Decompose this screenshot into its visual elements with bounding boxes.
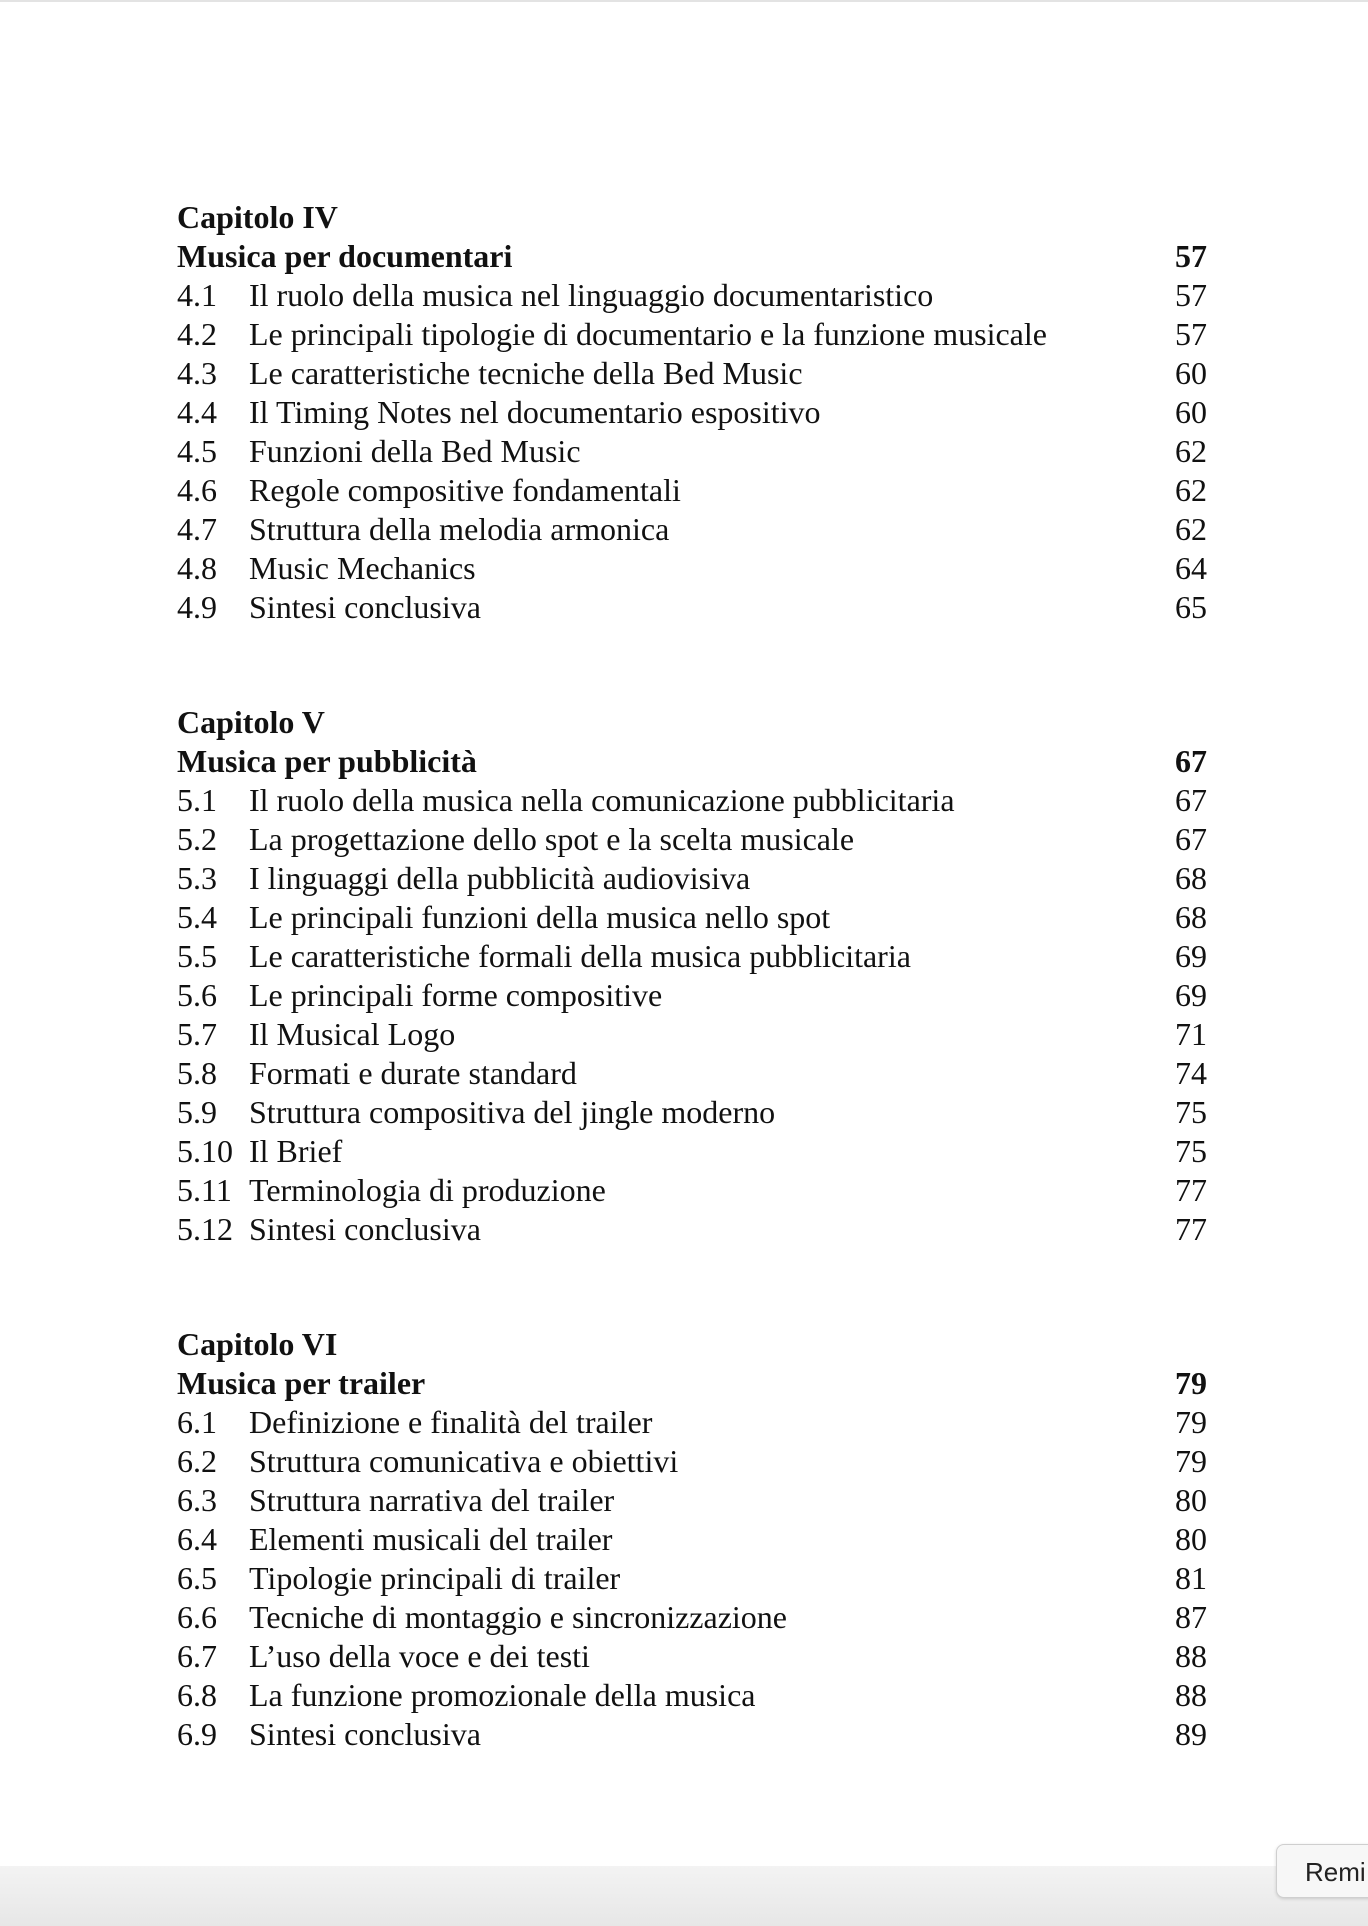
section-number: 6.1 (177, 1404, 217, 1440)
section-number: 6.4 (177, 1521, 217, 1557)
toc-entry (177, 859, 1207, 898)
chapter-4-block (177, 198, 1207, 627)
section-page-number: 65 (1175, 589, 1207, 625)
toc-entry (177, 588, 1207, 627)
section-title: Il Timing Notes nel documentario espositivo (249, 394, 821, 430)
toc-entry (177, 1520, 1207, 1559)
section-number: 6.3 (177, 1482, 217, 1518)
chapter-page-number: 57 (1175, 238, 1207, 274)
section-page-number: 57 (1175, 277, 1207, 313)
section-page-number: 77 (1175, 1211, 1207, 1247)
section-number: 5.10 (177, 1133, 233, 1169)
section-page-number: 80 (1175, 1482, 1207, 1518)
section-number: 4.8 (177, 550, 217, 586)
bottom-toolbar (0, 1866, 1368, 1926)
chapter-6-block (177, 1325, 1207, 1754)
section-title: Le principali funzioni della musica nello spot (249, 899, 831, 935)
toc-entry (177, 937, 1207, 976)
section-title: Sintesi conclusiva (249, 1211, 481, 1247)
section-number: 5.7 (177, 1016, 217, 1052)
section-number: 5.1 (177, 782, 217, 818)
chapter-5-block (177, 703, 1207, 1249)
section-page-number: 69 (1175, 938, 1207, 974)
section-page-number: 64 (1175, 550, 1207, 586)
section-page-number: 62 (1175, 511, 1207, 547)
chapter-title: Musica per trailer (177, 1365, 426, 1401)
toc-entry (177, 1132, 1207, 1171)
toc-entry (177, 1676, 1207, 1715)
section-title: Struttura comunicativa e obiettivi (249, 1443, 679, 1479)
section-number: 5.6 (177, 977, 217, 1013)
section-title: Struttura compositiva del jingle moderno (249, 1094, 776, 1130)
section-number: 4.6 (177, 472, 217, 508)
chapter-title-row (177, 742, 1207, 781)
section-title: Elementi musicali del trailer (249, 1521, 613, 1557)
toc-entry (177, 898, 1207, 937)
section-title: Struttura narrativa del trailer (249, 1482, 615, 1518)
section-title: Regole compositive fondamentali (249, 472, 681, 508)
section-page-number: 67 (1175, 782, 1207, 818)
section-title: Le principali forme compositive (249, 977, 663, 1013)
section-title: Tecniche di montaggio e sincronizzazione (249, 1599, 787, 1635)
chapter-title: Musica per documentari (177, 238, 513, 274)
section-title: Formati e durate standard (249, 1055, 577, 1091)
section-number: 4.7 (177, 511, 217, 547)
section-title: Sintesi conclusiva (249, 1716, 481, 1752)
section-title: Definizione e finalità del trailer (249, 1404, 653, 1440)
section-page-number: 89 (1175, 1716, 1207, 1752)
toc-entry (177, 432, 1207, 471)
section-number: 4.2 (177, 316, 217, 352)
chapter-page-number: 79 (1175, 1365, 1207, 1401)
section-number: 5.5 (177, 938, 217, 974)
section-page-number: 80 (1175, 1521, 1207, 1557)
toc-entry (177, 1481, 1207, 1520)
toc-entry (177, 510, 1207, 549)
section-page-number: 75 (1175, 1133, 1207, 1169)
section-page-number: 67 (1175, 821, 1207, 857)
section-page-number: 75 (1175, 1094, 1207, 1130)
chapter-label: Capitolo IV (177, 199, 338, 235)
section-number: 6.7 (177, 1638, 217, 1674)
section-number: 6.5 (177, 1560, 217, 1596)
toc-entry (177, 976, 1207, 1015)
toc-entry (177, 1442, 1207, 1481)
section-page-number: 62 (1175, 433, 1207, 469)
section-title: Sintesi conclusiva (249, 589, 481, 625)
section-number: 6.6 (177, 1599, 217, 1635)
section-title: Tipologie principali di trailer (249, 1560, 621, 1596)
toc-entry (177, 820, 1207, 859)
section-title: Terminologia di produzione (249, 1172, 606, 1208)
section-page-number: 79 (1175, 1404, 1207, 1440)
section-page-number: 60 (1175, 355, 1207, 391)
chapter-title: Musica per pubblicità (177, 743, 477, 779)
section-page-number: 71 (1175, 1016, 1207, 1052)
toc-entry (177, 549, 1207, 588)
reminder-button[interactable]: Remi (1276, 1844, 1368, 1898)
toc-entry (177, 1403, 1207, 1442)
section-number: 5.12 (177, 1211, 233, 1247)
toc-entry (177, 276, 1207, 315)
chapter-label: Capitolo V (177, 704, 325, 740)
toc-entry (177, 393, 1207, 432)
chapter-label: Capitolo VI (177, 1326, 338, 1362)
section-page-number: 74 (1175, 1055, 1207, 1091)
section-title: Music Mechanics (249, 550, 476, 586)
section-title: Le principali tipologie di documentario e la funzione musicale (249, 316, 1047, 352)
section-number: 4.5 (177, 433, 217, 469)
section-number: 6.2 (177, 1443, 217, 1479)
section-number: 4.9 (177, 589, 217, 625)
section-title: Il Brief (249, 1133, 343, 1169)
section-page-number: 88 (1175, 1638, 1207, 1674)
section-title: I linguaggi della pubblicità audiovisiva (249, 860, 751, 896)
section-page-number: 69 (1175, 977, 1207, 1013)
section-number: 5.2 (177, 821, 217, 857)
section-number: 5.9 (177, 1094, 217, 1130)
chapter-title-row (177, 237, 1207, 276)
section-title: La funzione promozionale della musica (249, 1677, 756, 1713)
section-number: 5.8 (177, 1055, 217, 1091)
section-page-number: 77 (1175, 1172, 1207, 1208)
section-page-number: 57 (1175, 316, 1207, 352)
chapter-title-row (177, 1364, 1207, 1403)
toc-entry (177, 471, 1207, 510)
toc-entry (177, 1171, 1207, 1210)
section-number: 5.4 (177, 899, 217, 935)
section-title: Funzioni della Bed Music (249, 433, 581, 469)
toc-entry (177, 1715, 1207, 1754)
toc-entry (177, 1598, 1207, 1637)
toc-entry (177, 1210, 1207, 1249)
section-number: 4.3 (177, 355, 217, 391)
toc-entry (177, 354, 1207, 393)
section-number: 5.11 (177, 1172, 232, 1208)
section-title: Le caratteristiche tecniche della Bed Music (249, 355, 803, 391)
toc-entry (177, 1015, 1207, 1054)
section-page-number: 79 (1175, 1443, 1207, 1479)
section-page-number: 68 (1175, 860, 1207, 896)
section-number: 4.1 (177, 277, 217, 313)
section-title: Il Musical Logo (249, 1016, 456, 1052)
section-page-number: 62 (1175, 472, 1207, 508)
toc-entry (177, 1054, 1207, 1093)
section-page-number: 88 (1175, 1677, 1207, 1713)
toc-entry (177, 781, 1207, 820)
section-title: Struttura della melodia armonica (249, 511, 670, 547)
section-number: 4.4 (177, 394, 217, 430)
chapter-page-number: 67 (1175, 743, 1207, 779)
toc-entry (177, 1559, 1207, 1598)
section-title: La progettazione dello spot e la scelta musicale (249, 821, 855, 857)
section-title: L’uso della voce e dei testi (249, 1638, 590, 1674)
section-page-number: 68 (1175, 899, 1207, 935)
section-title: Il ruolo della musica nel linguaggio documentaristico (249, 277, 934, 313)
section-title: Il ruolo della musica nella comunicazione pubblicitaria (249, 782, 955, 818)
toc-entry (177, 1093, 1207, 1132)
section-number: 6.9 (177, 1716, 217, 1752)
section-page-number: 60 (1175, 394, 1207, 430)
toc-entry (177, 315, 1207, 354)
section-page-number: 81 (1175, 1560, 1207, 1596)
section-number: 6.8 (177, 1677, 217, 1713)
section-page-number: 87 (1175, 1599, 1207, 1635)
toc-entry (177, 1637, 1207, 1676)
section-title: Le caratteristiche formali della musica pubblicitaria (249, 938, 911, 974)
section-number: 5.3 (177, 860, 217, 896)
